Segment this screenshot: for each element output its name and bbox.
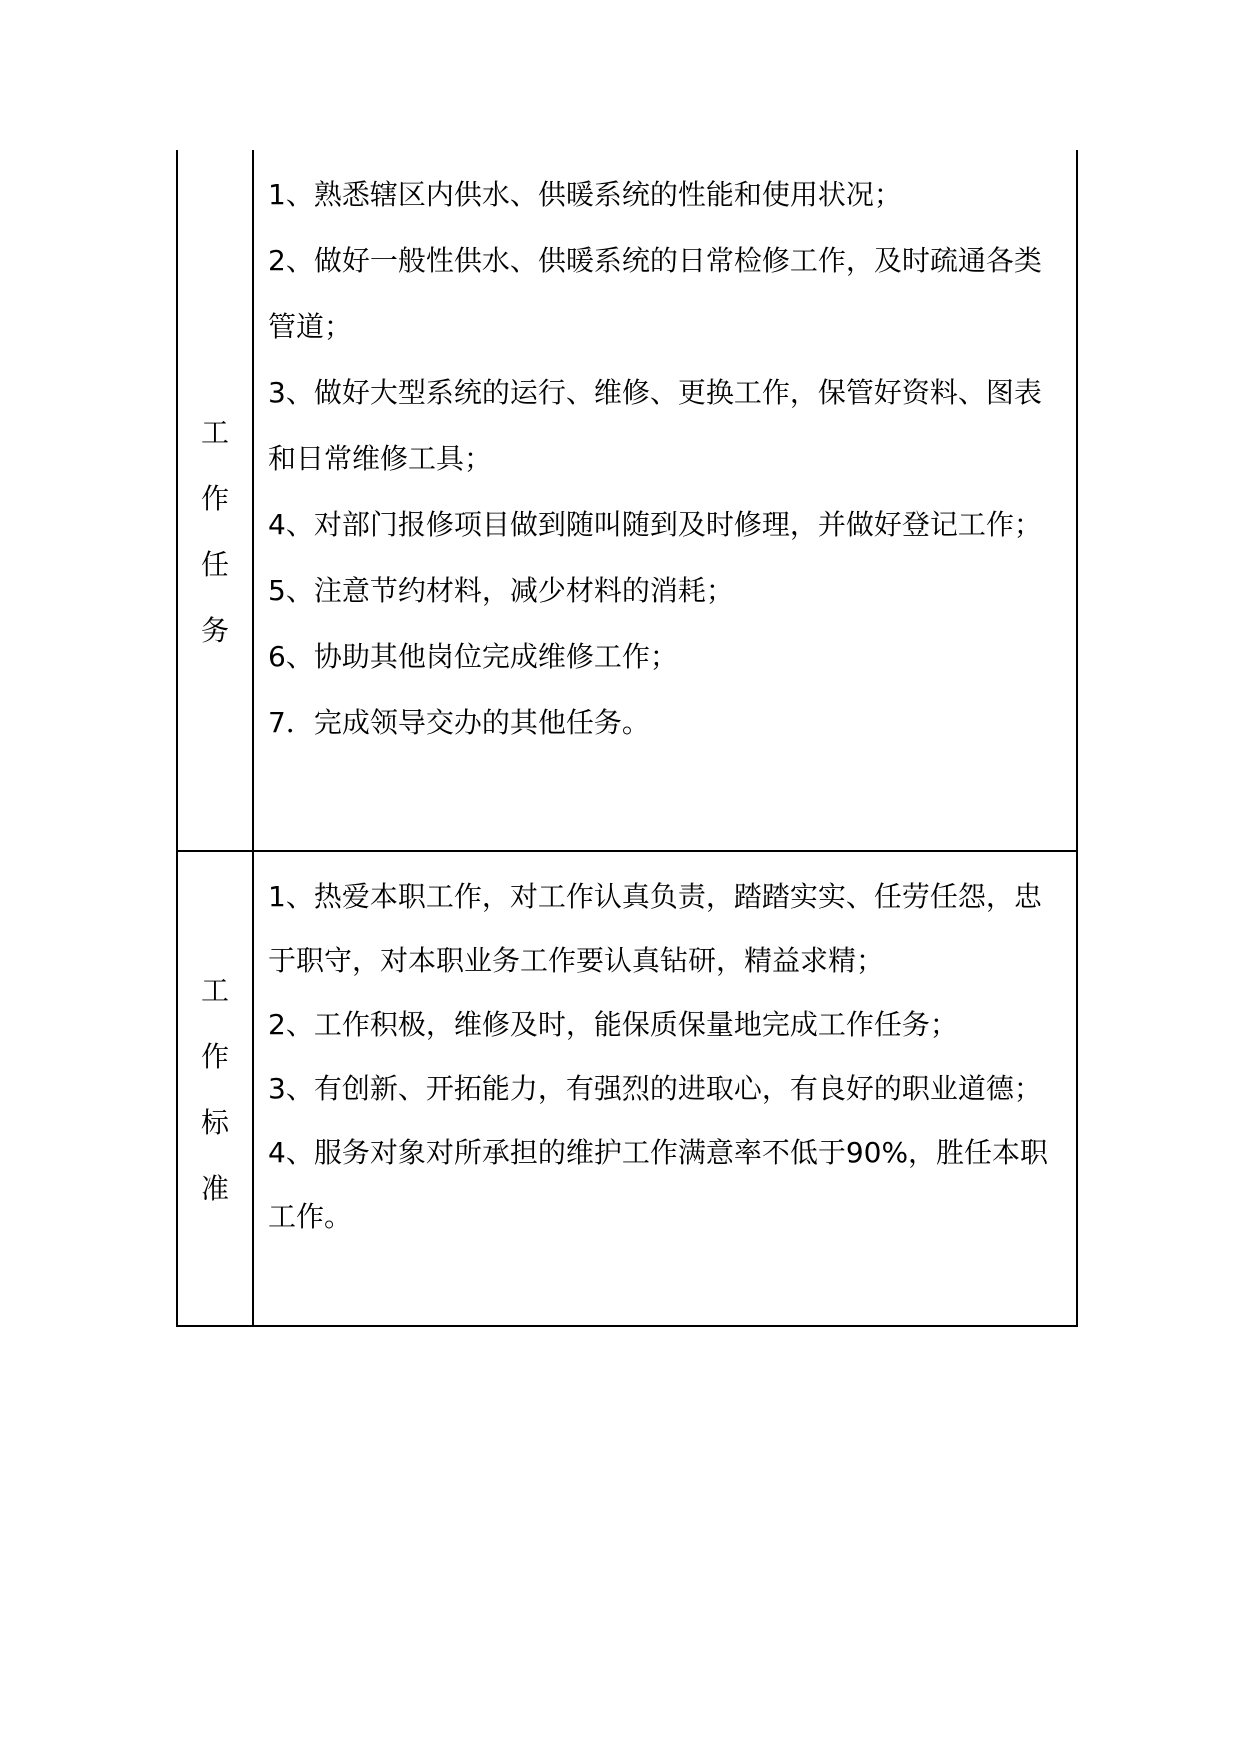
- list-item: 7．完成领导交办的其他任务。: [268, 706, 650, 739]
- table-row-work-tasks: [177, 150, 1077, 851]
- label-char: 务: [200, 614, 229, 647]
- table-row-work-standards: [177, 851, 1077, 1326]
- list-item: 4、对部门报修项目做到随叫随到及时修理，并做好登记工作；: [268, 508, 1042, 541]
- label-char: 作: [200, 482, 229, 515]
- list-item: 6、协助其他岗位完成维修工作；: [268, 640, 678, 673]
- list-item: 3、有创新、开拓能力，有强烈的进取心，有良好的职业道德；: [268, 1072, 1042, 1105]
- list-item: 1、热爱本职工作，对工作认真负责，踏踏实实、任劳任怨，忠于职守，对本职业务工作要认真钻研，精益求精；: [268, 880, 1042, 977]
- label-char: 任: [200, 548, 229, 581]
- row-label-work-tasks: [178, 416, 252, 683]
- task-list: [254, 150, 1076, 756]
- list-item: 4、服务对象对所承担的维护工作满意率不低于90%，胜任本职工作。: [268, 1136, 1049, 1233]
- label-char: 标: [200, 1106, 229, 1139]
- list-item: 2、工作积极，维修及时，能保质保量地完成工作任务；: [268, 1008, 958, 1041]
- label-char: 准: [200, 1172, 229, 1205]
- row-label-work-standards: [178, 974, 252, 1241]
- content-cell-work-tasks: [253, 150, 1077, 851]
- job-description-table: [176, 150, 1078, 1327]
- row-label-cell-work-standards: [177, 851, 253, 1326]
- list-item: 1、熟悉辖区内供水、供暖系统的性能和使用状况；: [268, 178, 902, 211]
- label-char: 工: [200, 974, 229, 1007]
- content-cell-work-standards: [253, 851, 1077, 1326]
- label-char: 作: [200, 1040, 229, 1073]
- label-char: 工: [200, 416, 229, 449]
- row-label-cell-work-tasks: [177, 150, 253, 851]
- standards-list: [254, 852, 1076, 1249]
- list-item: 2、做好一般性供水、供暖系统的日常检修工作，及时疏通各类管道；: [268, 244, 1042, 343]
- list-item: 5、注意节约材料，减少材料的消耗；: [268, 574, 734, 607]
- list-item: 3、做好大型系统的运行、维修、更换工作，保管好资料、图表和日常维修工具；: [268, 376, 1042, 475]
